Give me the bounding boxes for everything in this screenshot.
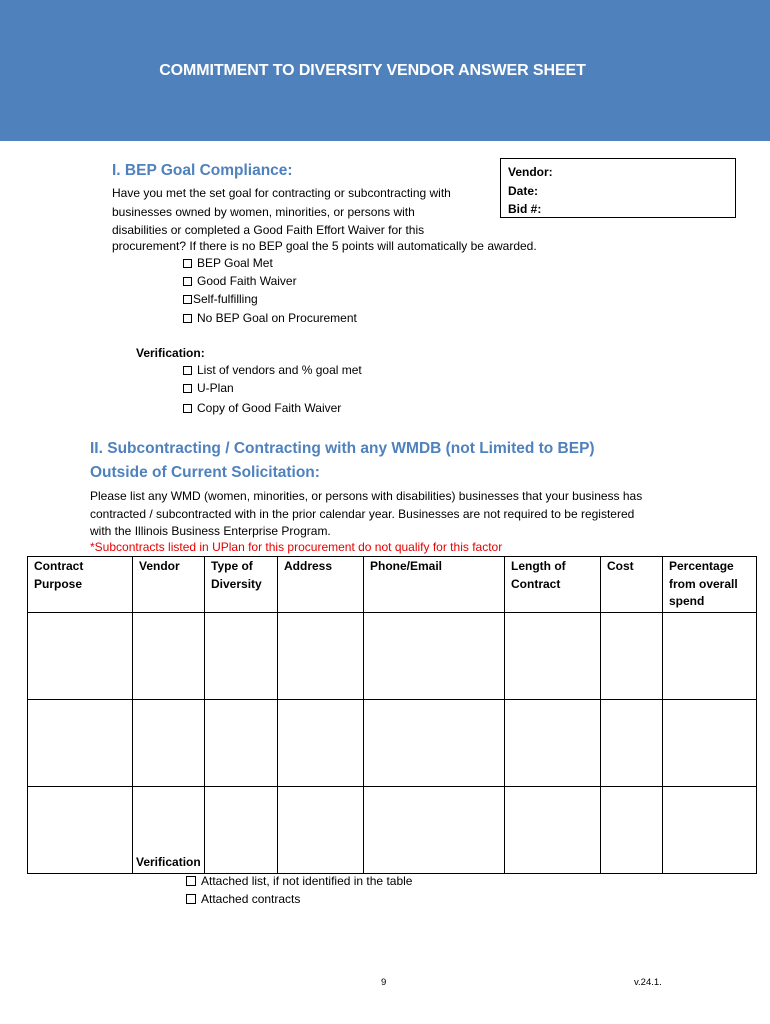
verification-option-attached-contracts[interactable] <box>186 892 300 906</box>
description-line: Please list any WMD (women, minorities, or persons with disabilities) businesses that your business has <box>90 489 643 503</box>
subcontracting-table <box>27 556 757 874</box>
table-cell[interactable] <box>505 612 601 699</box>
question-line: disabilities or completed a Good Faith Effort Waiver for this <box>112 223 425 237</box>
bid-label: Bid #: <box>508 202 542 216</box>
checkbox-icon[interactable] <box>186 894 196 904</box>
option-self-fulfilling[interactable] <box>183 292 258 306</box>
section1-heading: I. BEP Goal Compliance: <box>112 162 293 179</box>
checkbox-icon[interactable] <box>183 404 192 413</box>
verification-label: Verification: <box>136 346 205 360</box>
column-header: Phone/Email <box>364 557 505 613</box>
table-row <box>28 699 757 786</box>
table-cell[interactable] <box>364 612 505 699</box>
checkbox-icon[interactable] <box>183 314 192 323</box>
verification-option-waiver-copy[interactable] <box>183 401 341 415</box>
option-bep-goal-met[interactable] <box>183 256 273 270</box>
table-cell[interactable] <box>663 612 757 699</box>
date-label: Date: <box>508 183 539 198</box>
table-cell[interactable] <box>278 699 364 786</box>
column-header: Cost <box>601 557 663 613</box>
verification-label: Verification <box>136 855 201 869</box>
table-cell[interactable] <box>601 612 663 699</box>
option-label: List of vendors and % goal met <box>197 363 362 377</box>
table-cell[interactable] <box>364 699 505 786</box>
section2-subheading: Outside of Current Solicitation: <box>90 464 320 481</box>
table-cell[interactable] <box>505 699 601 786</box>
table-cell[interactable] <box>205 786 278 873</box>
section1-question <box>112 184 502 240</box>
option-label: Good Faith Waiver <box>197 274 297 288</box>
checkbox-icon[interactable] <box>186 876 196 886</box>
vendor-label: Vendor: <box>508 165 553 179</box>
column-header: Percentage from overall spend <box>663 557 757 613</box>
column-header: Length of Contract <box>505 557 601 613</box>
verification-option-attached-list[interactable] <box>186 874 412 888</box>
table-cell[interactable] <box>133 612 205 699</box>
option-label: Self-fulfilling <box>193 292 258 306</box>
option-label: BEP Goal Met <box>197 256 273 270</box>
section2-description <box>90 488 642 541</box>
option-no-bep-goal[interactable] <box>183 311 357 325</box>
option-label: Attached list, if not identified in the table <box>201 874 413 888</box>
column-header: Contract Purpose <box>28 557 133 613</box>
question-line: businesses owned by women, minorities, or persons with <box>112 204 415 219</box>
table-row <box>28 612 757 699</box>
page-number: 9 <box>381 977 387 988</box>
table-cell[interactable] <box>205 612 278 699</box>
table-header-row <box>28 557 757 613</box>
description-line: contracted / subcontracted with in the prior calendar year. Businesses are not required to be registered <box>90 506 635 521</box>
option-label: Copy of Good Faith Waiver <box>197 401 342 415</box>
option-label: U-Plan <box>197 381 234 395</box>
table-cell[interactable] <box>601 699 663 786</box>
question-line: Have you met the set goal for contracting or subcontracting with <box>112 186 451 200</box>
table-cell[interactable] <box>278 612 364 699</box>
section2-heading: II. Subcontracting / Contracting with any WMDB (not Limited to BEP) <box>90 440 595 457</box>
option-label: Attached contracts <box>201 892 301 906</box>
column-header: Address <box>278 557 364 613</box>
question-line: procurement? If there is no BEP goal the 5 points will automatically be awarded. <box>112 239 537 253</box>
version-label: v.24.1. <box>634 977 662 988</box>
checkbox-icon[interactable] <box>183 295 192 304</box>
table-cell[interactable] <box>663 786 757 873</box>
checkbox-icon[interactable] <box>183 277 192 286</box>
option-label: No BEP Goal on Procurement <box>197 311 357 325</box>
table-cell[interactable] <box>28 699 133 786</box>
table-cell[interactable] <box>133 699 205 786</box>
column-header: Vendor <box>133 557 205 613</box>
vendor-info-box <box>500 158 736 218</box>
option-good-faith-waiver[interactable] <box>183 274 297 288</box>
table-cell[interactable] <box>364 786 505 873</box>
column-header: Type of Diversity <box>205 557 278 613</box>
checkbox-icon[interactable] <box>183 259 192 268</box>
table-cell[interactable] <box>28 612 133 699</box>
description-line: with the Illinois Business Enterprise Program. <box>90 524 331 538</box>
verification-option-uplan[interactable] <box>183 381 234 395</box>
verification-option-vendor-list[interactable] <box>183 363 362 377</box>
page-title: COMMITMENT TO DIVERSITY VENDOR ANSWER SHEET <box>159 62 586 79</box>
table-cell[interactable] <box>663 699 757 786</box>
table-cell[interactable] <box>601 786 663 873</box>
table-cell[interactable] <box>278 786 364 873</box>
checkbox-icon[interactable] <box>183 384 192 393</box>
uplan-note: *Subcontracts listed in UPlan for this procurement do not qualify for this factor <box>90 540 503 554</box>
table-cell[interactable] <box>505 786 601 873</box>
checkbox-icon[interactable] <box>183 366 192 375</box>
table-cell[interactable] <box>28 786 133 873</box>
table-cell[interactable] <box>205 699 278 786</box>
